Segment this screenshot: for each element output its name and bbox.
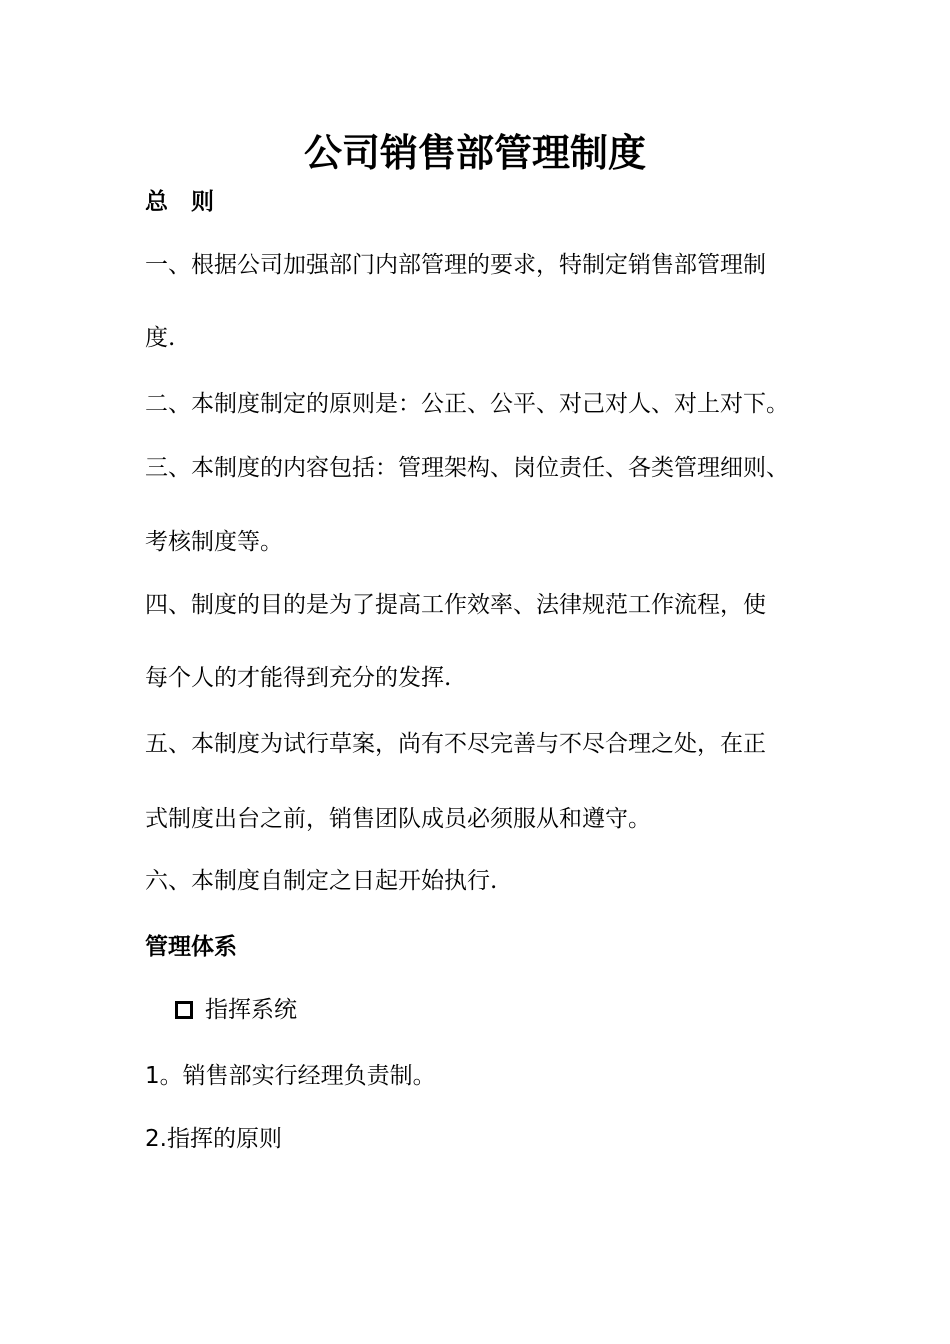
paragraph-3-line-2: 考核制度等。 <box>145 529 283 555</box>
bullet-item-label: 指挥系统 <box>205 997 297 1023</box>
paragraph-1-line-2: 度. <box>145 325 176 351</box>
bullet-item-command-system <box>175 995 297 1025</box>
paragraph-5-line-1: 五、本制度为试行草案，尚有不尽完善与不尽合理之处，在正 <box>145 731 766 757</box>
square-bullet-icon <box>175 1001 193 1019</box>
document-title: 公司销售部管理制度 <box>303 130 646 175</box>
paragraph-3-line-1: 三、本制度的内容包括：管理架构、岗位责任、各类管理细则、 <box>145 455 789 481</box>
paragraph-4-line-1: 四、制度的目的是为了提高工作效率、法律规范工作流程，使 <box>145 592 766 618</box>
section-heading-management: 管理体系 <box>145 934 237 960</box>
paragraph-4-line-2: 每个人的才能得到充分的发挥. <box>145 665 452 691</box>
paragraph-2-line-1: 二、本制度制定的原则是：公正、公平、对己对人、对上对下。 <box>145 391 789 417</box>
paragraph-1-line-1: 一、根据公司加强部门内部管理的要求，特制定销售部管理制 <box>145 252 766 278</box>
paragraph-6-line-1: 六、本制度自制定之日起开始执行. <box>145 868 498 894</box>
numbered-item-2: 2.指挥的原则 <box>145 1126 282 1152</box>
numbered-item-1: 1。销售部实行经理负责制。 <box>145 1063 436 1089</box>
paragraph-5-line-2: 式制度出台之前，销售团队成员必须服从和遵守。 <box>145 806 651 832</box>
section-heading-general: 总 则 <box>145 189 214 215</box>
